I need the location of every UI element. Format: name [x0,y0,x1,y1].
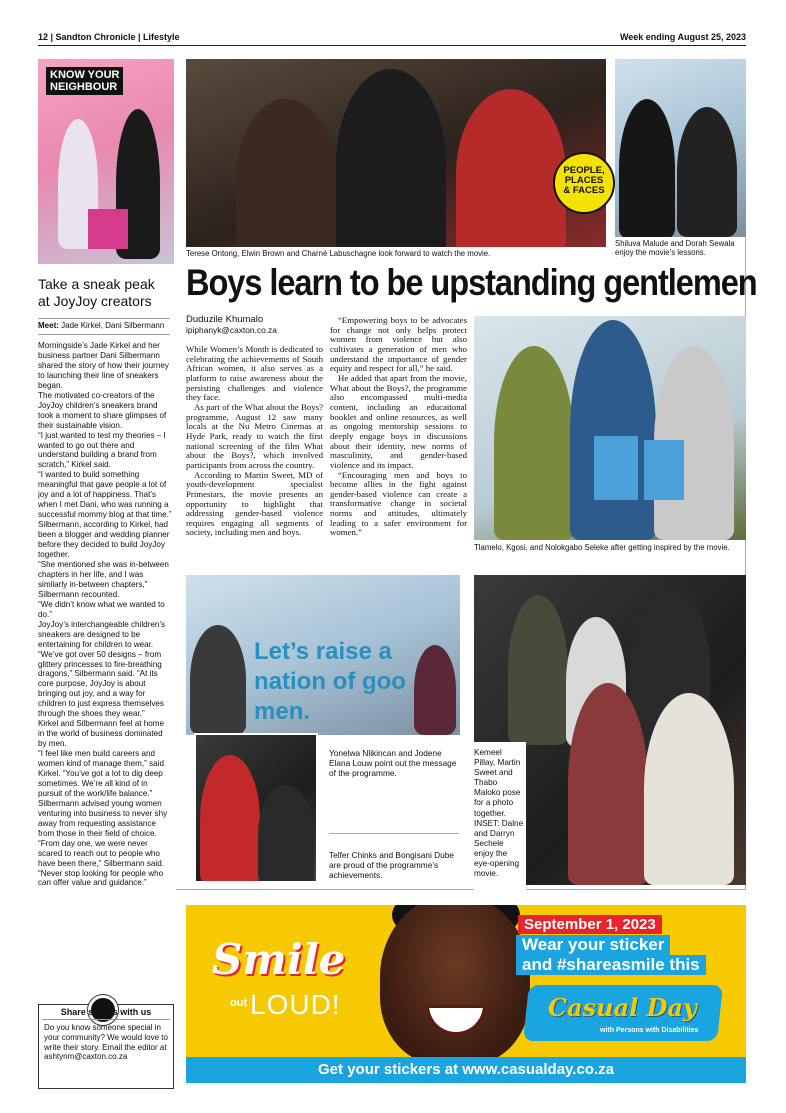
body-paragraph: “We’ve got over 50 designs – from glittery princesses to fire-breathing dragons,” Silbermann said. “At its core purpose, JoyJoy is about bringing out joy, and a way for children to just express themselves through the shoes they wear.” [38,649,164,719]
meet-line: Meet: Jade Kirkel, Dani Silbermann [38,321,165,330]
page-header-date: Week ending August 25, 2023 [619,32,746,42]
article-column-2 [330,316,467,538]
share-stories-text: Do you know someone special in your community? We would love to write their story. Email the editor at ashtynm@caxton.co.za [44,1023,168,1062]
caption-top-main: Terese Ontong, Elwin Brown and Charné Labuschagne look forward to watch the movie. [186,249,491,258]
person-figure [456,89,566,247]
casual-day-logo-sub: with Persons with Disabilities [600,1027,699,1034]
person-figure [190,625,246,735]
article-paragraph: While Women’s Month is dedicated to celebrating the achievements of South African women, it also serves as a platform to raise awareness about the persisting challenges and violence they face. [186,344,323,403]
banner-text: Let’s raise a nation of goo men. [254,638,406,725]
caption-bottom-left-a: Yonelwa Nlikincan and Jodene Elana Louw point out the message of the programme. [329,748,457,778]
person-figure [619,99,675,237]
know-your-neighbour-photo [38,59,174,264]
casual-day-logo: Casual Day [548,993,697,1022]
photo-malude-sewala [615,59,746,237]
meet-rule-bottom [38,334,170,335]
body-paragraph: “We didn’t know what we wanted to do.” [38,599,165,619]
share-rule [42,1019,170,1020]
body-paragraph: JoyJoy’s interchangeable children’s sneakers are designed to be entertaining for children to wear. [38,619,166,649]
person-figure [677,107,737,237]
photo-ontong-brown-labuschagne [186,59,606,247]
body-paragraph: Kirkel and Silbermann feel at home in the world of business dominated by men. [38,719,164,749]
sneak-peak-body [38,341,172,888]
people-places-faces-badge: PEOPLE, PLACES & FACES [553,152,615,214]
share-stories-title: Share stories with us [60,1007,152,1017]
article-paragraph: “Empowering boys to be advocates for change not only helps protect women from violence but also cultivates a generation of men who understand the importance of gender equity and respect for all,” he said. [330,315,467,374]
body-paragraph: Silbermann, according to Kirkel, had been a blogger and wedding planner before they decided to build JoyJoy together. [38,520,170,560]
ad-cta-banner[interactable]: Get your stickers at www.casualday.co.za [186,1057,746,1083]
body-paragraph: “I just wanted to test my theories – I wanted to go out there and understand building a brand from scratch,” Kirkel said. [38,430,166,470]
body-paragraph: “I wanted to build something meaningful that gave people a lot of joy and a lot of happiness. That’s when I met Dani, who was running a successful mommy blog at that time.” [38,470,172,520]
ad-loud-text: LOUD! [250,989,341,1020]
meet-rule-top [38,318,170,319]
caption-bottom-left-b: Telfer Chinks and Bongisani Dube are proud of the programme’s achievements. [329,850,454,880]
ad-date: September 1, 2023 [518,915,662,934]
page-header [38,32,746,46]
person-figure [494,346,574,540]
person-figure [336,69,446,247]
body-paragraph: Morningside’s Jade Kirkel and her business partner Dani Silbermann shared the story of how their journey to launching their line of sneakers began. [38,341,169,390]
booklet [594,436,638,500]
page-header-left: 12 | Sandton Chronicle | Lifestyle [38,32,180,42]
photo-chinks-dube [194,733,318,883]
ad-smile-text: Smile [212,935,346,984]
article-byline [186,315,277,335]
person-figure [236,99,336,247]
article-paragraph: As part of the What about the Boys? programme, August 12 saw many locals at the Nu Metro Cinemas at Hyde Park, ready to watch the first national screening of the film What about the Boys?, which involved participants from across the country. [186,401,323,470]
photo-nation-banner [186,575,460,735]
ad-wear-line2: and #shareasmile this [516,955,706,975]
person-figure [200,755,260,883]
caption-bottom-right: Kemeel Pillay, Martin Sweet and Thabo Maloko pose for a photo together. INSET: Dalne and Darryn Sechele enjoy the eye-opening movie. [474,748,524,879]
person-figure [570,320,656,540]
person-figure [568,683,648,885]
photo-seleke-family [474,316,746,540]
header-rule [38,45,746,46]
body-paragraph: The motivated co-creators of the JoyJoy children’s sneakers brand took a moment to share glimpses of their sustainable vision. [38,390,167,430]
person-figure [258,785,314,883]
person-figure [414,645,456,735]
article-paragraph: According to Martin Sweet, MD of youth-development specialist Primestars, the movie presents an opportunity to highlight that addressing gender-based violence requires engaging all segments of society, including men and boys. [186,469,323,538]
article-headline: Boys learn to be upstanding gentlemen [186,262,757,303]
ad-wear-line1: Wear your sticker [516,935,670,955]
author-email: ipiphanyk@caxton.co.za [186,325,277,335]
caption-top-right: Shiluva Malude and Dorah Sewala enjoy the movie’s lessons. [615,239,735,257]
casual-day-advert[interactable] [186,905,746,1083]
body-paragraph: “I feel like men build careers and women kind of manage them,” said Kirkel. “You’ve got a lot to dig deep sometimes. We’re all kind of in pursuit of the work/life balance.” [38,749,164,798]
article-paragraph: “Encouraging men and boys to become allies in the fight against gender-based violence can create a transformative change in societal norms and attitudes, ultimately leading to a safer environment for women.” [330,469,467,538]
sneak-peak-headline: Take a sneak peak at JoyJoy creators [38,276,155,309]
body-paragraph: “From day one, we were never scared to reach out to people who have been there,” Silbermann said. “Never stop looking for people who can offer value and guidance.” [38,838,164,888]
know-your-neighbour-title: KNOW YOUR NEIGHBOUR [46,67,123,95]
ad-person-face [380,905,530,1065]
article-paragraph: He added that apart from the movie, What about the Boys?, the programme also encompassed multi-media content, including an educational booklet and online resources, as well as ongoing mentorship sessions to deeply engage boys in discussions about their identity, new norms of masculinity, and gender-based violence and its impact. [330,372,467,470]
article-column-1 [186,345,323,538]
person-figure [508,595,568,745]
ad-out-text: out [230,997,248,1009]
joy-inside-box [88,209,128,249]
body-paragraph: Silbermann advised young women venturing into business to never shy away from requesting assistance from those in their field of choice. [38,798,168,838]
caption-mid-right: Tlamelo, Kgosi, and Nolokgabo Seleke after getting inspired by the movie. [474,543,730,552]
body-paragraph: “She mentioned she was in-between chapters in her life, and I was similarly in-between chapters,” Silbermann recounted. [38,559,169,599]
person-figure [644,693,734,885]
booklet [644,440,684,500]
caption-divider [329,833,459,834]
author-name: Duduzile Khumalo [186,314,264,325]
